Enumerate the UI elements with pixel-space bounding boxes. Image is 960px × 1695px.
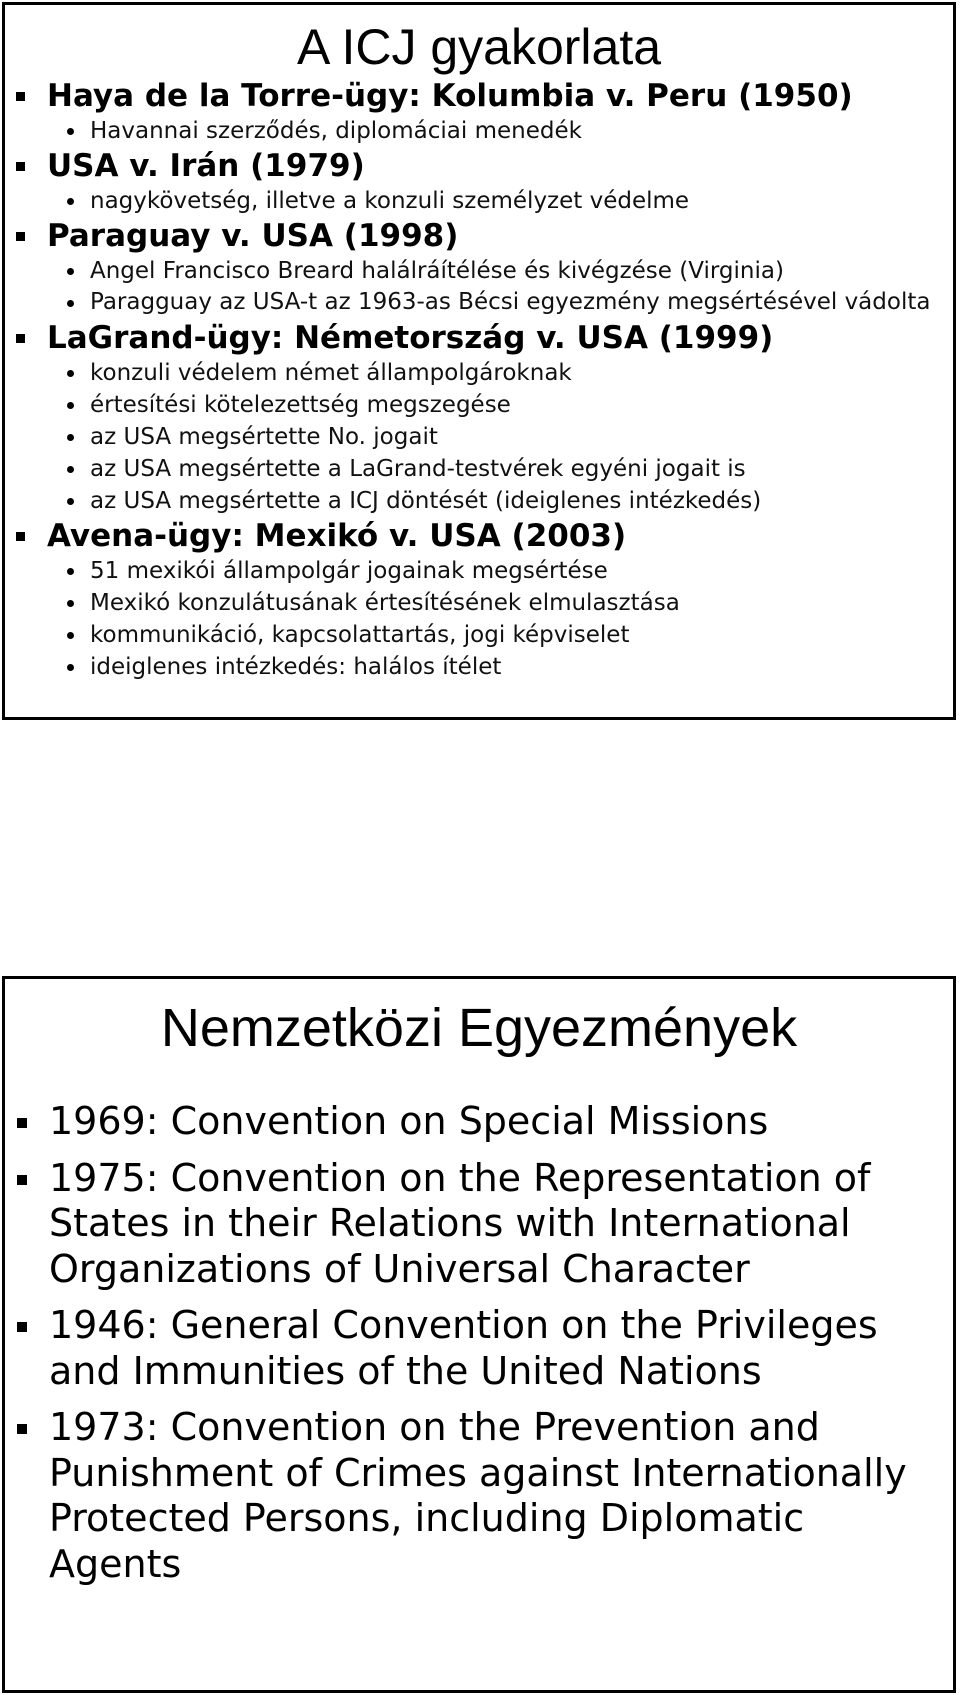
case-heading-text: Haya de la Torre-ügy: Kolumbia v. Peru (1950) — [47, 78, 853, 114]
square-bullet-icon — [16, 532, 25, 541]
dot-bullet-icon — [67, 268, 74, 275]
case-point — [5, 555, 953, 587]
case-heading-text: Paraguay v. USA (1998) — [47, 218, 459, 254]
case-point — [5, 115, 953, 147]
case-point-text: konzuli védelem német állampolgároknak — [90, 360, 572, 386]
case-point — [5, 453, 953, 485]
dot-bullet-icon — [67, 434, 74, 441]
case-point-text: kommunikáció, kapcsolattartás, jogi képviselet — [90, 622, 630, 648]
case-heading-text: Avena-ügy: Mexikó v. USA (2003) — [47, 518, 627, 554]
case-heading — [5, 319, 953, 357]
square-bullet-icon — [17, 1175, 27, 1185]
case-point-text: ideiglenes intézkedés: halálos ítélet — [90, 654, 502, 680]
slide-international-conventions — [2, 976, 956, 1693]
dot-bullet-icon — [67, 664, 74, 671]
case-point — [5, 357, 953, 389]
case-point — [5, 255, 953, 287]
convention-item — [5, 1303, 953, 1394]
dot-bullet-icon — [67, 466, 74, 473]
case-point-text: az USA megsértette a ICJ döntését (ideiglenes intézkedés) — [90, 488, 762, 514]
square-bullet-icon — [16, 162, 25, 171]
square-bullet-icon — [17, 1118, 27, 1128]
case-list — [5, 77, 953, 683]
convention-item — [5, 1156, 953, 1293]
dot-bullet-icon — [67, 498, 74, 505]
slide-title: Nemzetközi Egyezmények — [160, 998, 798, 1058]
dot-bullet-icon — [67, 402, 74, 409]
dot-bullet-icon — [67, 128, 74, 135]
case-point-text: 51 mexikói állampolgár jogainak megsértése — [90, 558, 608, 584]
square-bullet-icon — [16, 334, 25, 343]
dot-bullet-icon — [67, 600, 74, 607]
convention-item — [5, 1405, 953, 1587]
convention-list — [5, 1099, 953, 1598]
case-heading-text: LaGrand-ügy: Németország v. USA (1999) — [47, 320, 774, 356]
convention-text: 1946: General Convention on the Privileges and Immunities of the United Nations — [49, 1303, 878, 1393]
case-heading — [5, 147, 953, 185]
convention-text: 1969: Convention on Special Missions — [49, 1099, 769, 1143]
case-point — [5, 287, 953, 319]
case-point-text: Paragguay az USA-t az 1963-as Bécsi egyezmény megsértésével vádolta — [90, 289, 931, 315]
case-point — [5, 651, 953, 683]
case-point-text: nagykövetség, illetve a konzuli személyzet védelme — [90, 188, 690, 214]
dot-bullet-icon — [67, 198, 74, 205]
case-point — [5, 389, 953, 421]
square-bullet-icon — [16, 92, 25, 101]
case-heading — [5, 217, 953, 255]
dot-bullet-icon — [67, 632, 74, 639]
case-point-text: az USA megsértette a LaGrand-testvérek egyéni jogait is — [90, 456, 746, 482]
case-point-text: az USA megsértette No. jogait — [90, 424, 438, 450]
case-heading — [5, 77, 953, 115]
dot-bullet-icon — [67, 370, 74, 377]
case-point — [5, 185, 953, 217]
convention-text: 1973: Convention on the Prevention and Punishment of Crimes against Internationally Protected Persons, including Diplomatic Agents — [49, 1405, 907, 1586]
square-bullet-icon — [17, 1322, 27, 1332]
case-point — [5, 587, 953, 619]
slide-icj-practice — [2, 2, 956, 720]
convention-item — [5, 1099, 953, 1145]
case-point-text: Havannai szerződés, diplomáciai menedék — [90, 118, 582, 144]
square-bullet-icon — [17, 1424, 27, 1434]
case-point-text: Angel Francisco Breard halálráítélése és kivégzése (Virginia) — [90, 258, 784, 284]
case-point — [5, 421, 953, 453]
case-point — [5, 485, 953, 517]
slide-title: A ICJ gyakorlata — [296, 19, 662, 75]
dot-bullet-icon — [67, 568, 74, 575]
case-heading-text: USA v. Irán (1979) — [47, 148, 365, 184]
case-heading — [5, 517, 953, 555]
case-point-text: értesítési kötelezettség megszegése — [90, 392, 511, 418]
square-bullet-icon — [16, 232, 25, 241]
case-point-text: Mexikó konzulátusának értesítésének elmulasztása — [90, 590, 680, 616]
case-point — [5, 619, 953, 651]
dot-bullet-icon — [67, 300, 74, 307]
convention-text: 1975: Convention on the Representation of States in their Relations with International Organizations of Universal Character — [49, 1155, 871, 1291]
